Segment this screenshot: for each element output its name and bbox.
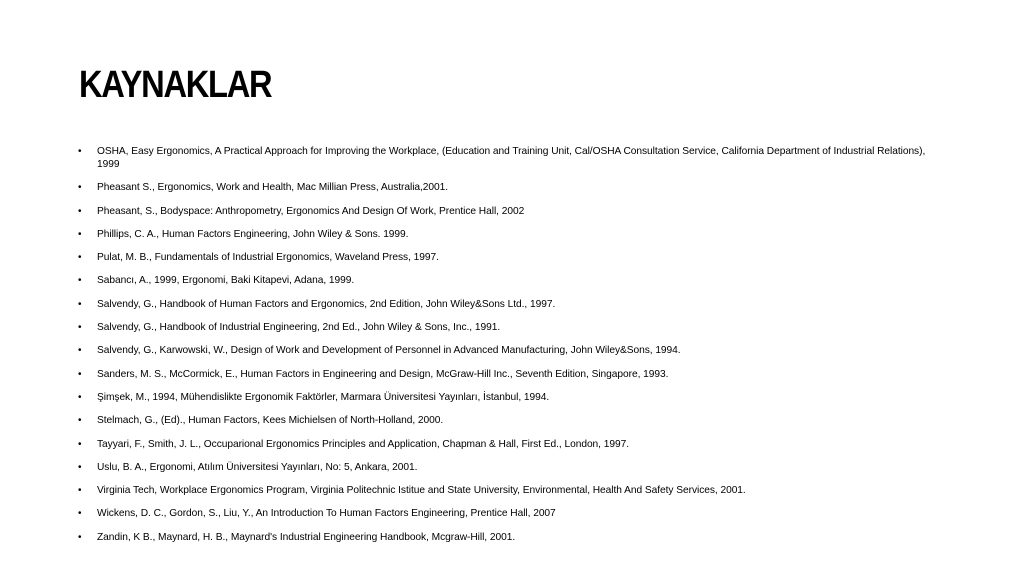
reference-item — [78, 181, 938, 194]
bullet-icon: • — [78, 531, 82, 543]
reference-text: Sabancı, A., 1999, Ergonomi, Baki Kitapevi, Adana, 1999. — [97, 275, 355, 287]
bullet-icon: • — [78, 508, 82, 520]
reference-item — [78, 507, 938, 520]
reference-text: Salvendy, G., Handbook of Human Factors and Ergonomics, 2nd Edition, John Wiley&Sons Ltd., 1997. — [97, 298, 556, 310]
reference-text: Stelmach, G., (Ed)., Human Factors, Kees Michielsen of North-Holland, 2000. — [97, 415, 444, 427]
bullet-icon: • — [78, 182, 82, 194]
bullet-icon: • — [78, 252, 82, 264]
reference-item — [78, 321, 938, 334]
reference-text: Salvendy, G., Handbook of Industrial Engineering, 2nd Ed., John Wiley & Sons, Inc., 1991. — [97, 322, 501, 334]
reference-item — [78, 414, 938, 427]
reference-item — [78, 438, 938, 451]
reference-item — [78, 298, 938, 311]
bullet-icon: • — [78, 461, 82, 473]
reference-item — [78, 461, 938, 474]
reference-text: Phillips, C. A., Human Factors Engineering, John Wiley & Sons. 1999. — [97, 228, 409, 240]
slide-title: KAYNAKLAR — [79, 64, 272, 106]
reference-text: Şimşek, M., 1994, Mühendislikte Ergonomik Faktörler, Marmara Üniversitesi Yayınları, İstanbul, 1994. — [97, 391, 550, 403]
reference-item — [78, 344, 938, 357]
reference-text: Virginia Tech, Workplace Ergonomics Program, Virginia Politechnic Istitue and State University, Environmental, Health And Safety Services, 2001. — [97, 485, 746, 497]
reference-item — [78, 484, 938, 497]
bullet-icon: • — [78, 391, 82, 403]
bullet-icon: • — [78, 322, 82, 334]
reference-text: Zandin, K B., Maynard, H. B., Maynard's Industrial Engineering Handbook, Mcgraw-Hill, 2001. — [97, 531, 516, 543]
reference-item — [78, 145, 938, 171]
bullet-icon: • — [78, 415, 82, 427]
reference-text: Uslu, B. A., Ergonomi, Atılım Üniversitesi Yayınları, No: 5, Ankara, 2001. — [97, 461, 418, 473]
bullet-icon: • — [78, 205, 82, 217]
bullet-icon: • — [78, 228, 82, 240]
bullet-icon: • — [78, 438, 82, 450]
reference-text: Pheasant, S., Bodyspace: Anthropometry, Ergonomics And Design Of Work, Prentice Hall, 2002 — [97, 205, 525, 217]
bullet-icon: • — [78, 275, 82, 287]
reference-text: OSHA, Easy Ergonomics, A Practical Approach for Improving the Workplace, (Education and Training Unit, Cal/OSHA Consultation Service, California Department of Industrial Relations), 1999 — [97, 146, 926, 170]
reference-text: Sanders, M. S., McCormick, E., Human Factors in Engineering and Design, McGraw-Hill Inc., Seventh Edition, Singapore, 1993. — [97, 368, 669, 380]
reference-item — [78, 274, 938, 287]
reference-item — [78, 391, 938, 404]
references-list — [78, 145, 938, 554]
reference-item — [78, 251, 938, 264]
reference-item — [78, 368, 938, 381]
bullet-icon: • — [78, 485, 82, 497]
bullet-icon: • — [78, 298, 82, 310]
reference-item — [78, 531, 938, 544]
reference-item — [78, 228, 938, 241]
reference-text: Salvendy, G., Karwowski, W., Design of Work and Development of Personnel in Advanced Manufacturing, John Wiley&Sons, 1994. — [97, 345, 681, 357]
reference-text: Pulat, M. B., Fundamentals of Industrial Ergonomics, Waveland Press, 1997. — [97, 252, 439, 264]
bullet-icon: • — [78, 345, 82, 357]
reference-text: Pheasant S., Ergonomics, Work and Health, Mac Millian Press, Australia,2001. — [97, 182, 449, 194]
reference-item — [78, 205, 938, 218]
bullet-icon: • — [78, 368, 82, 380]
bullet-icon: • — [78, 146, 82, 157]
reference-text: Wickens, D. C., Gordon, S., Liu, Y., An Introduction To Human Factors Engineering, Prentice Hall, 2007 — [97, 508, 556, 520]
reference-text: Tayyari, F., Smith, J. L., Occuparional Ergonomics Principles and Application, Chapman & Hall, First Ed., London, 1997. — [97, 438, 629, 450]
